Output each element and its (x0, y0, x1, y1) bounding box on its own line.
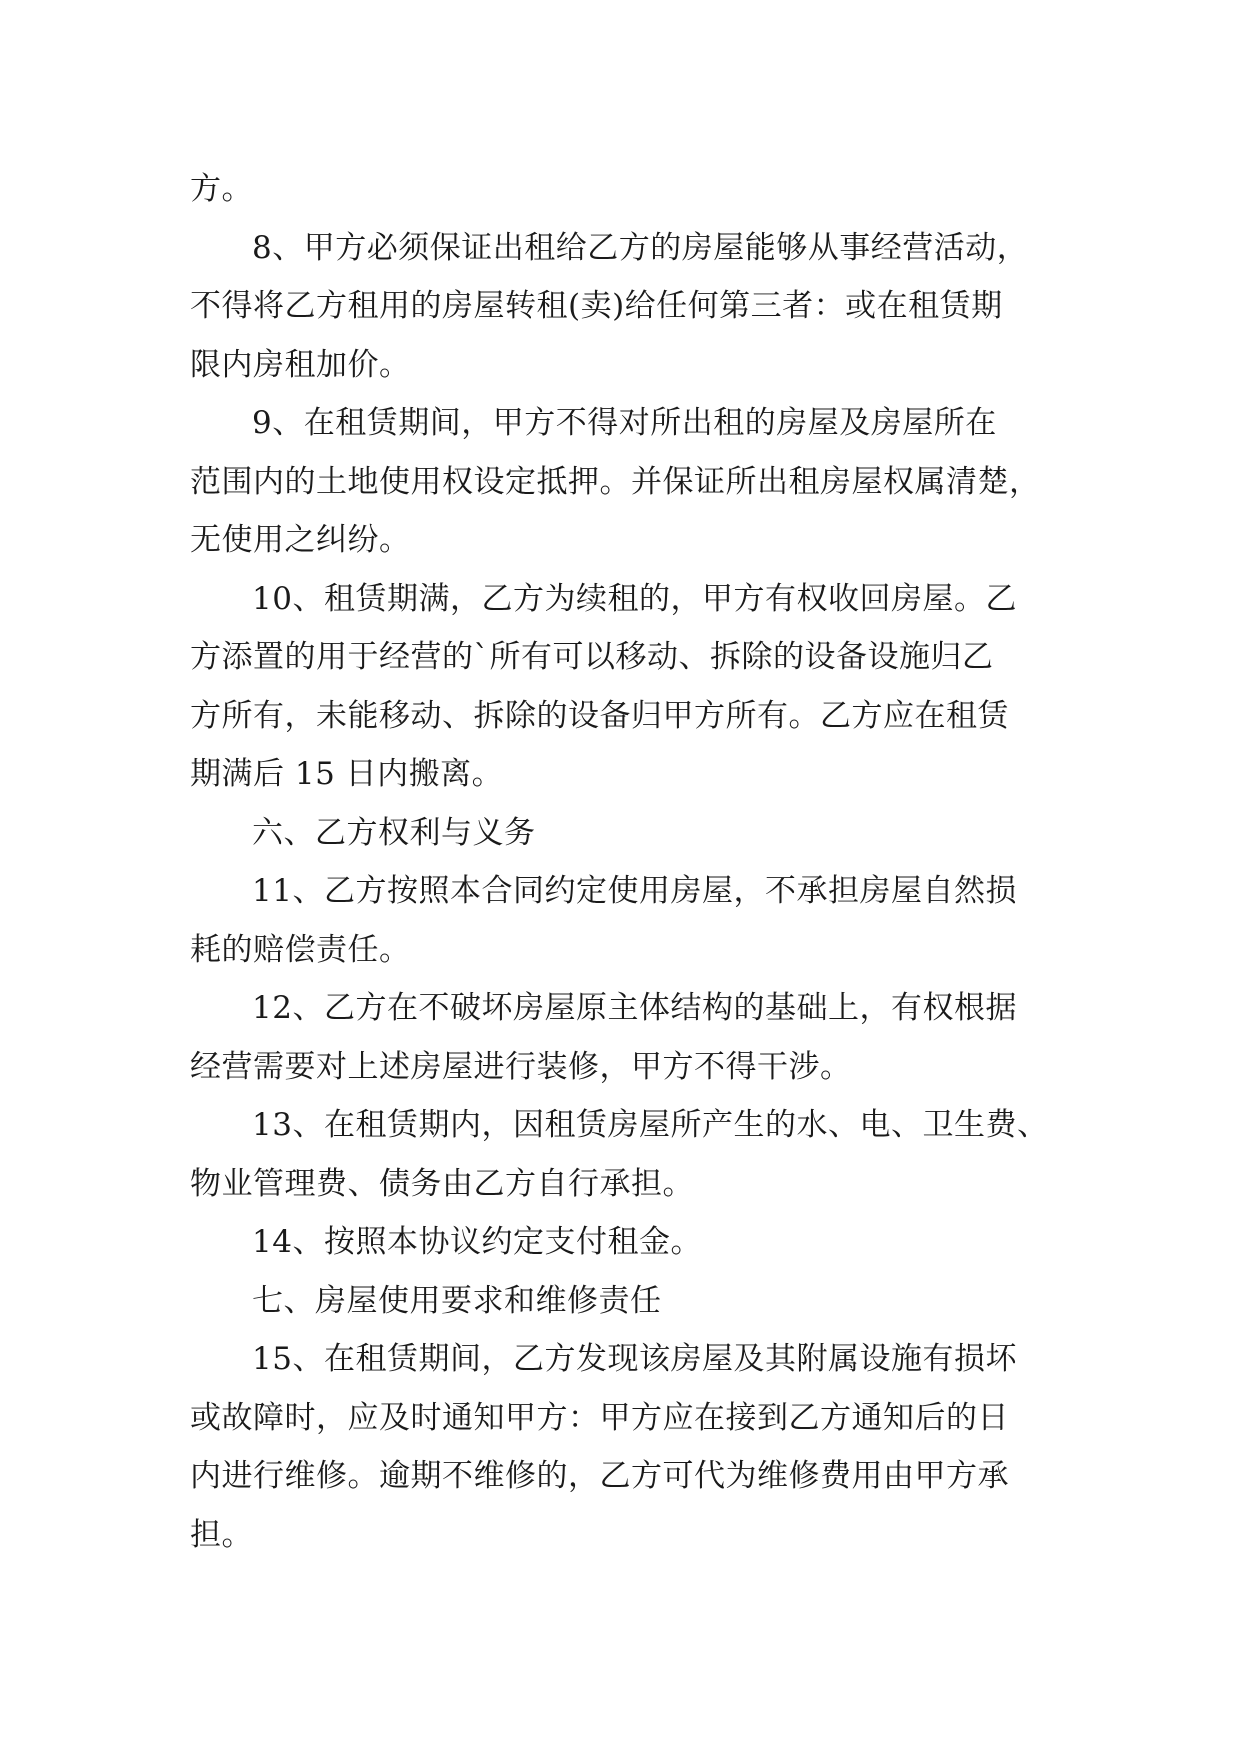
document-line: 13、在租赁期内，因租赁房屋所产生的水、电、卫生费、 (252, 1107, 1049, 1143)
document-line: 内进行维修。逾期不维修的，乙方可代为维修费用由甲方承 (190, 1458, 1009, 1494)
document-line: 六、乙方权利与义务 (252, 814, 536, 851)
document-line: 无使用之纠纷。 (190, 522, 411, 558)
document-line: 14、按照本协议约定支付租金。 (252, 1224, 702, 1260)
document-line: 经营需要对上述房屋进行装修，甲方不得干涉。 (190, 1048, 852, 1085)
document-line: 七、房屋使用要求和维修责任 (252, 1282, 662, 1319)
document-line: 12、乙方在不破坏房屋原主体结构的基础上，有权根据 (252, 990, 1017, 1026)
document-line: 期满后 15 日内搬离。 (190, 756, 504, 792)
document-line: 范围内的土地使用权设定抵押。并保证所出租房屋权属清楚， (190, 463, 1041, 500)
document-line: 方所有，未能移动、拆除的设备归甲方所有。乙方应在租赁 (190, 697, 1009, 734)
document-line: 耗的赔偿责任。 (190, 931, 411, 968)
document-line: 8、甲方必须保证出租给乙方的房屋能够从事经营活动， (252, 229, 1029, 266)
document-line: 9、在租赁期间，甲方不得对所出租的房屋及房屋所在 (252, 405, 997, 441)
document-body (190, 160, 1070, 1564)
document-line: 15、在租赁期间，乙方发现该房屋及其附属设施有损坏 (252, 1341, 1017, 1377)
document-line: 物业管理费、债务由乙方自行承担。 (190, 1165, 694, 1202)
document-line: 方添置的用于经营的`所有可以移动、拆除的设备设施归乙 (190, 639, 994, 675)
document-line: 或故障时，应及时通知甲方：甲方应在接到乙方通知后的日 (190, 1399, 1009, 1436)
document-line: 11、乙方按照本合同约定使用房屋，不承担房屋自然损 (252, 873, 1017, 909)
document-line: 担。 (190, 1516, 253, 1553)
document-line: 10、租赁期满，乙方为续租的，甲方有权收回房屋。乙 (252, 580, 1017, 617)
document-line: 方。 (190, 171, 253, 207)
document-line: 不得将乙方租用的房屋转租(卖)给任何第三者：或在租赁期 (190, 288, 1003, 324)
document-line: 限内房租加价。 (190, 346, 411, 383)
